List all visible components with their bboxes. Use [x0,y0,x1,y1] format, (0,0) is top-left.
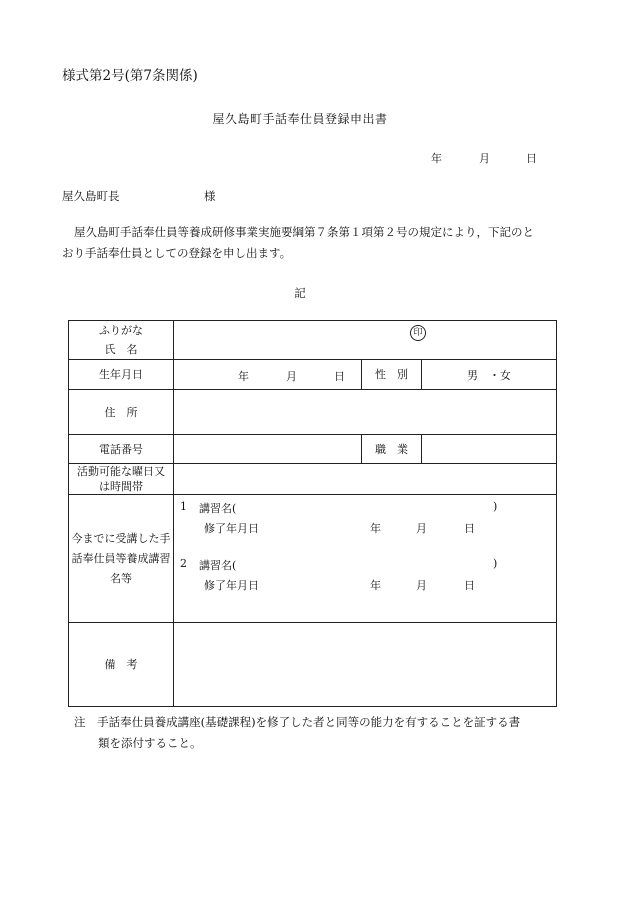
addressee-name: 屋久島町長 [62,189,120,203]
occupation-field[interactable] [422,435,557,464]
document-title: 屋久島町手話奉仕員登録申出書 [212,112,388,126]
note-line1: 手話奉仕員養成講座(基礎課程)を修了した者と同等の能力を有することを証する書 [97,715,521,729]
gender-label: 性 別 [362,360,422,390]
birth-year-unit: 年 [238,370,249,383]
gender-field[interactable]: 男 ・女 [422,360,557,390]
date-month: 月 [479,152,490,165]
course2-year-unit: 年 [370,579,381,592]
note-line2: 類を添付すること。 [98,736,202,750]
occupation-label: 職 業 [362,435,422,464]
birthdate-label: 生年月日 [69,360,174,390]
seal-icon: 印 [410,325,426,341]
body-text: 屋久島町手話奉仕員等養成研修事業実施要綱第７条第１項第２号の規定により，下記のとおり手話奉仕員としての登録を申し出ます。 [62,225,534,260]
course1-day-unit: 日 [464,522,475,535]
name-label: 氏 名 [104,343,138,356]
note [74,712,544,754]
course1-name-label: 講習名( [199,502,237,515]
address-field[interactable] [174,390,557,435]
date-day: 日 [526,152,537,165]
addressee-honorific: 様 [204,189,216,203]
course1-year-unit: 年 [370,522,381,535]
form-number: 様式第2号(第7条関係) [62,68,198,84]
course2-completion-label: 修了年月日 [204,579,259,592]
course1-number: 1 [180,500,187,513]
note-label: 注 [74,715,86,729]
course2-number: 2 [180,557,187,570]
address-label: 住 所 [69,390,174,435]
date-year: 年 [431,152,442,165]
ki-heading: 記 [294,286,306,300]
course1-completion-label: 修了年月日 [204,522,259,535]
remarks-label: 備 考 [69,623,174,707]
availability-field[interactable] [174,464,557,495]
application-table [68,320,557,707]
name-field[interactable] [174,321,557,360]
availability-label: 活動可能な曜日又は時間帯 [69,464,174,495]
name-label-cell [69,321,174,360]
course1-close-paren: ) [493,500,498,513]
courses-label: 今までに受講した手話奉仕員等養成講習名等 [69,495,174,623]
birthdate-field[interactable] [174,360,362,390]
courses-field[interactable] [174,495,557,623]
course2-name-label: 講習名( [199,559,237,572]
furigana-label: ふりがな [99,324,143,337]
course2-close-paren: ) [493,557,498,570]
course1-month-unit: 月 [416,522,427,535]
addressee [62,188,216,204]
course2-day-unit: 日 [464,579,475,592]
birth-day-unit: 日 [334,370,345,383]
course2-month-unit: 月 [416,579,427,592]
phone-label: 電話番号 [69,435,174,464]
remarks-field[interactable] [174,623,557,707]
phone-field[interactable] [174,435,362,464]
birth-month-unit: 月 [286,370,297,383]
